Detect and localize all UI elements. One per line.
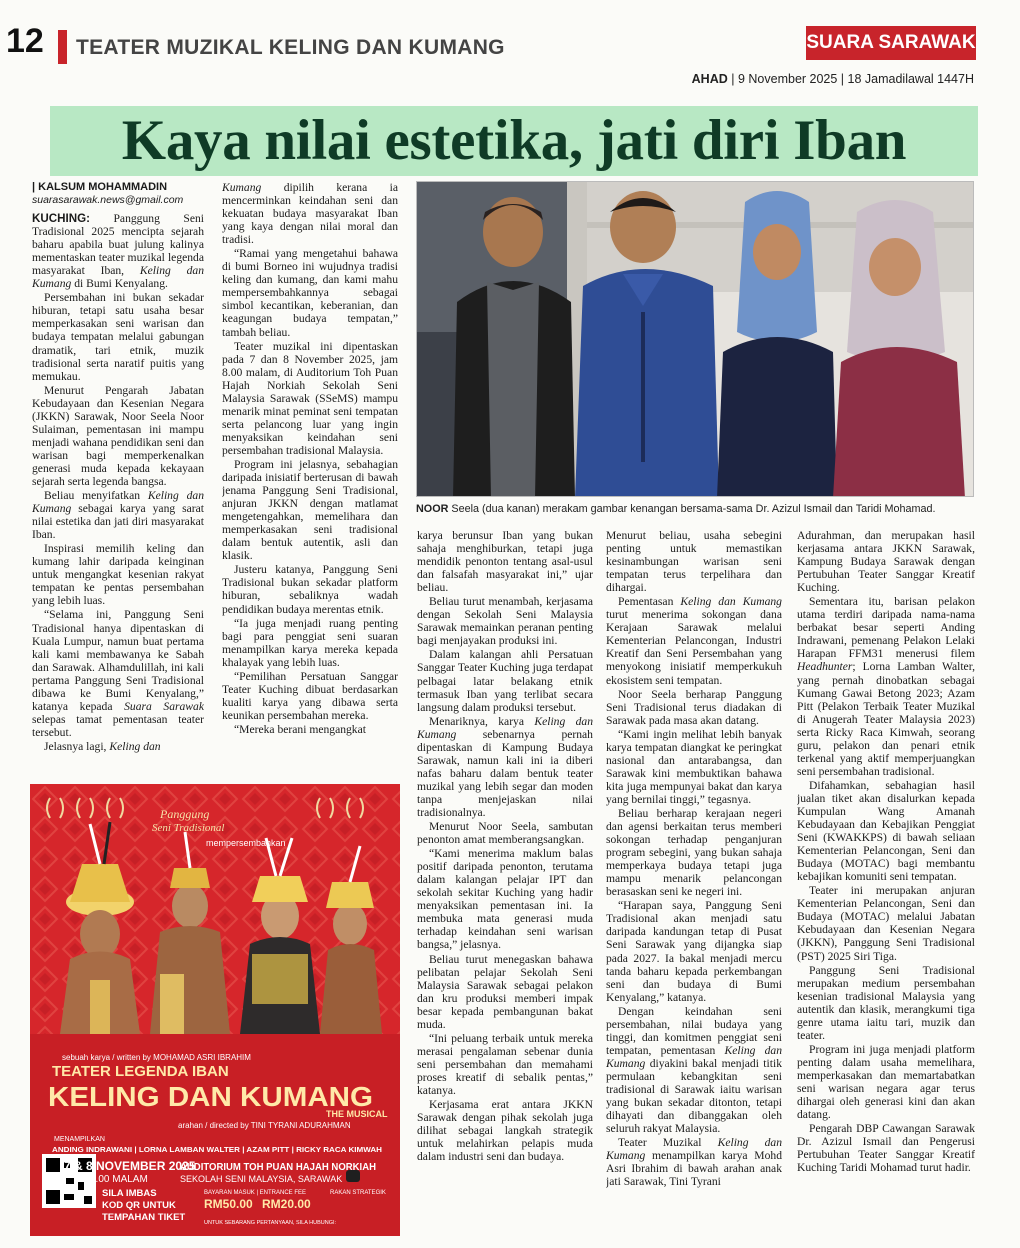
paragraph: Panggung Seni Tradisional merupakan medium persembahan kesenian tradisional Malaysia yang autentik dan klasik, merangkumi tiga genre utama iaitu tari, muzik dan teater. (797, 963, 975, 1042)
poster-subtitle: THE MUSICAL (326, 1109, 388, 1119)
paragraph: Pementasan Keling dan Kumang turut menerima sokongan dana Kerajaan Sarawak melalui Kementerian Pelancongan, Industri Kreatif dan Seni Persembahan yang menyokong inisiatif memperkukuh ekosistem seni tempatan. (606, 595, 782, 687)
poster-presents: mempersembahkan (206, 838, 286, 848)
paragraph: Program ini jelasnya, sebahagian daripada inisiatif berterusan di bawah jenama Panggung Seni Tradisional, anjuran JKKN dengan matlamat mengetengahkan, memelihara dan memperkasakan seni tradisional dalam bentuk autentik, asli dan klasik. (222, 457, 398, 563)
poster-directed-by: arahan / directed by TINI TYRANI ADURAHMAN (178, 1121, 351, 1130)
poster-featuring-label: MENAMPILKAN (54, 1136, 105, 1143)
section-title: TEATER MUZIKAL KELING DAN KUMANG (76, 36, 505, 59)
poster-dates: 7 & 8 NOVEMBER 2025 (64, 1159, 196, 1173)
paragraph: Teater ini merupakan anjuran Kementerian Pelancongan, Seni dan Budaya (MOTAC) melalui Jabatan Kebudayaan dan Kesenian Negara (JKKN), Panggung Seni Tradisional (PST) 2025 Siri Tiga. (797, 884, 975, 963)
paragraph: Menurut beliau, usaha sebegini penting untuk memastikan kesinambungan warisan seni tempatan terus terpelihara dan dihargai. (606, 529, 782, 595)
article-column-5 (797, 529, 975, 1231)
paragraph: Justeru katanya, Panggung Seni Tradisional bukan sekadar platform hiburan, sebaliknya wadah pendidikan budaya merentas etnik. (222, 563, 398, 616)
page-header (0, 0, 1020, 100)
paragraph: Beliau turut menambah, kerjasama dengan Sekolah Seni Malaysia Sarawak memainkan peranan penting bagi menjayakan produksi ini. (417, 595, 593, 648)
headline: Kaya nilai estetika, jati diri Iban (121, 109, 907, 172)
paragraph: Inspirasi memilih keling dan kumang lahir daripada keinginan untuk mengangkat kesenian rakyat tempatan ke pentas persembahan yang lebih luas. (32, 542, 204, 608)
poster-scan-line2: KOD QR UNTUK (102, 1200, 176, 1211)
dateline-date: | 9 November 2025 | 18 Jamadilawal 1447H (731, 72, 974, 86)
poster-cast: ANDING INDRAWANI | LORNA LAMBAN WALTER | AZAM PITT | RICKY RACA KIMWAH (52, 1147, 382, 1154)
paragraph: Difahamkan, sebahagian hasil jualan tiket akan disalurkan kepada Kumpulan Wang Amanah Kebudayaan dan Kebajikan Penggiat Seni (KWAKKPS) di bawah seliaan Kementerian Pelancongan, Seni dan Budaya (MOTAC) bagi membantu kebajikan komuniti seni tempatan. (797, 778, 975, 884)
paragraph: Menurut Pengarah Jabatan Kebudayaan dan Kesenian Negara (JKKN) Sarawak, Noor Seela Noor Sulaiman, pementasan ini mampu menjadi wahana pendidikan seni dan warisan bagi memperkenalkan generasi muda kepada kekayaan sejarah serta legenda bangsa. (32, 383, 204, 488)
caption-text: Seela (dua kanan) merakam gambar kenangan bersama-sama Dr. Azizul Ismail dan Taridi Mohamad. (451, 503, 936, 515)
article-column-4 (606, 529, 782, 1231)
paragraph: “Kami ingin melihat lebih banyak karya tempatan diangkat ke peringkat nasional dan antarabangsa, dan Sarawak kini membuktikan bahawa kita juga mempunyai bakat dan karya yang bernilai tinggi,” tegasnya. (606, 727, 782, 806)
poster-price-child: RM20.00 (262, 1197, 311, 1211)
dateline (692, 72, 974, 86)
paragraph: Teater Muzikal Keling dan Kumang menampilkan karya Mohd Asri Ibrahim di bawah arahan anak jati Sarawak, Tini Tyrani (606, 1136, 782, 1189)
paragraph: Program ini juga menjadi platform penting dalam usaha memelihara, memperkasakan dan memartabatkan seni warisan negara agar terus dihargai oleh generasi kini dan akan datang. (797, 1042, 975, 1122)
paragraph: “Harapan saya, Panggung Seni Tradisional akan menjadi satu daripada kandungan tetap di Pusat Seni Sarawak yang dijangka siap pada 2027. Ia bakal menjadi mercu tanda baharu kepada perkembangan seni dan budaya di Bumi Kenyalang,” katanya. (606, 899, 782, 1004)
article-column-3 (417, 529, 593, 1231)
group-photo-illustration (417, 182, 974, 497)
paragraph: Dalam kalangan ahli Persatuan Sanggar Teater Kuching juga terdapat pelbagai latar belakang etnik termasuk Iban yang terlibat secara langsung dalam produksi tersebut. (417, 648, 593, 714)
photo-caption (416, 503, 976, 515)
poster-contact: UNTUK SEBARANG PERTANYAAN, SILA HUBUNGI: (204, 1220, 337, 1226)
poster-time: 8.00 MALAM (90, 1174, 148, 1185)
paragraph: “Ia juga menjadi ruang penting bagi para penggiat seni suaran menampilkan karya mereka kepada khalayak yang lebih luas. (222, 616, 398, 669)
author-email[interactable]: suarasarawak.news@gmail.com (32, 194, 184, 206)
poster-partner-label: RAKAN STRATEGIK (330, 1190, 386, 1196)
paragraph: Noor Seela berharap Panggung Seni Tradisional terus diadakan di Sarawak pada masa akan datang. (606, 687, 782, 727)
byline: | KALSUM MOHAMMADIN (32, 181, 168, 193)
paragraph: Beliau turut menegaskan bahawa pelibatan pelajar Sekolah Seni Malaysia Sarawak sebagai pelakon dan kru produksi memberi impak besar kepada pembangunan bakat muda. (417, 952, 593, 1031)
paragraph: “Ramai yang mengetahui bahawa di bumi Borneo ini wujudnya tradisi keling dan kumang, dan kami mahu mempersembahkannya sebagai simbol kecantikan, keberanian, dan keagungan budaya tempatan,” tambah beliau. (222, 247, 398, 339)
paragraph: “Pemilihan Persatuan Sanggar Teater Kuching dibuat berdasarkan kualiti karya yang dibawa serta keunikan persembahan mereka. (222, 669, 398, 722)
paragraph: Dengan keindahan seni persembahan, nilai budaya yang tinggi, dan komitmen penggiat seni tempatan, pementasan Keling dan Kumang diyakini bakal menjadi titik permulaan kebangkitan seni tradisional di Sarawak iaitu warisan yang bukan sekadar ditonton, tetapi dihayati dan dibanggakan oleh seluruh rakyat Malaysia. (606, 1004, 782, 1136)
event-poster-illustration (30, 784, 400, 1236)
paragraph: Adurahman, dan merupakan hasil kerjasama antara JKKN Sarawak, Kampung Budaya Sarawak dengan Pertubuhan Teater Sanggar Kreatif Kuching. (797, 529, 975, 595)
paragraph: “Ini peluang terbaik untuk mereka merasai pengalaman sebenar dunia seni persembahan dan memahami proses kreatif di sebalik pentas,” katanya. (417, 1031, 593, 1097)
article-column-1 (32, 181, 204, 781)
section-marker (58, 30, 67, 64)
paragraph: Menurut Noor Seela, sambutan penonton amat memberangsangkan. (417, 820, 593, 847)
paragraph: Teater muzikal ini dipentaskan pada 7 dan 8 November 2025, jam 8.00 malam, di Auditorium Toh Puan Hajah Norkiah Sekolah Seni Malaysia Sarawak (SSeMS) mampu menarik minat peminat seni tempatan serta pelancong luar yang ingin menyaksikan keindahan seni persembahan tradisional Malaysia. (222, 339, 398, 457)
poster-venue-line2: SEKOLAH SENI MALAYSIA, SARAWAK (180, 1174, 343, 1184)
poster-brand-line2: Seni Tradisional (152, 822, 225, 834)
dateline-day: AHAD (691, 72, 728, 86)
poster-scan-line3: TEMPAHAN TIKET (102, 1212, 186, 1223)
paragraph: karya berunsur Iban yang bukan sahaja menghiburkan, tetapi juga mendidik penonton tentang asal-usul dan falsafah masyarakat ini,” ujar beliau. (417, 529, 593, 595)
poster-venue-line1: AUDITORIUM TOH PUAN HAJAH NORKIAH (180, 1162, 376, 1173)
poster-title-top: TEATER LEGENDA IBAN (52, 1063, 229, 1080)
paragraph: Beliau berharap kerajaan negeri dan agensi berkaitan terus memberi sokongan terhadap penganjuran program sebegini, yang bukan sahaja memperkaya budaya tetapi juga mampu menarik pelancongan berasaskan seni ke negeri ini. (606, 806, 782, 899)
group-photo (416, 181, 974, 497)
paragraph: “Mereka berani mengangkat (234, 722, 366, 736)
paragraph: Jelasnya lagi, Keling dan (44, 739, 161, 753)
poster-written-by: sebuah karya / written by MOHAMAD ASRI IBRAHIM (62, 1053, 251, 1062)
paragraph: Pengarah DBP Cawangan Sarawak Dr. Azizul Ismail dan Pengerusi Pertubuhan Teater Sanggar Kreatif Kuching Taridi Mohamad turut hadir. (797, 1122, 975, 1175)
poster-fee-label: BAYARAN MASUK | ENTRANCE FEE (204, 1190, 307, 1196)
paragraph: KUCHING: Panggung Seni Tradisional 2025 mencipta sejarah baharu apabila buat julung kalinya mementaskan teater muzikal legenda masyarakat Iban, Keling dan Kumang di Bumi Kenyalang. (32, 212, 204, 291)
paragraph: Menariknya, karya Keling dan Kumang sebenarnya pernah dipentaskan di Kampung Budaya Sarawak, namun kali ini ia diberi nafas baharu dalam bentuk teater muzikal yang lebih segar dan moden tanpa menjejaskan nilai tradisionalnya. (417, 714, 593, 819)
masthead-logo: SUARA SARAWAK (806, 26, 976, 60)
paragraph: Kerjasama erat antara JKKN Sarawak dengan pihak sekolah juga dilihat sebagai langkah strategik untuk melahirkan pelapis muda dalam industri seni dan budaya. (417, 1098, 593, 1164)
article-column-2 (222, 181, 398, 781)
paragraph: “Kami menerima maklum balas positif daripada penonton, terutama dalam kalangan pelajar IPT dan sekolah sekitar Kuching yang hadir menyaksikan pementasan ini. Ia membuka mata generasi muda terhadap keindahan seni warisan bangsa,” jelasnya. (417, 847, 593, 952)
paragraph: “Selama ini, Panggung Seni Tradisional hanya dipentaskan di Kuala Lumpur, namun buat pertama kali kami membawanya ke Sabah dan Sarawak. Alhamdulillah, ini kali pertama Panggung Seni Tradisional dibawa ke Bumi Kenyalang,” katanya kepada Suara Sarawak selepas tamat pementasan teater tersebut. (32, 608, 204, 739)
poster-scan-line1: SILA IMBAS (102, 1188, 157, 1199)
paragraph: Persembahan ini bukan sekadar hiburan, tetapi satu usaha besar memperkasakan seni warisan dan budaya tempatan melalui gabungan dramatik, tari etnik, muzik tradisional serta naratif puitis yang memukau. (32, 291, 204, 383)
poster-title-main: KELING DAN KUMANG (48, 1081, 373, 1112)
poster-brand-line1: Panggung (160, 807, 210, 821)
page-number: 12 (6, 22, 44, 60)
paragraph: Beliau menyifatkan Keling dan Kumang sebagai karya yang sarat nilai estetika dan jati diri masyarakat Iban. (32, 489, 204, 542)
dateline-city: KUCHING: (32, 212, 90, 226)
event-poster (30, 784, 400, 1236)
poster-price-adult: RM50.00 (204, 1197, 253, 1211)
paragraph: Sementara itu, barisan pelakon utama terdiri daripada nama-nama berbakat besar seperti Anding Indrawani, pemenang Pelakon Lelaki Harapan FFM31 menerusi filem Headhunter; Lorna Lamban Walter, yang pernah dinobatkan sebagai Kumang Gawai Betong 2023; Azam Pitt (Pelakon Terbaik Teater Muzikal di Anugerah Teater Malaysia 2023) serta Ricky Raca Kimwah, seorang guru, pelakon dan penari etnik terkenal yang aktif memperjuangkan seni persembahan tradisional. (797, 595, 975, 778)
paragraph: Kumang dipilih kerana ia mencerminkan keindahan seni dan kekuatan budaya masyarakat Iban yang kaya dengan nilai moral dan tradisi. (222, 181, 398, 247)
caption-lead: NOOR (416, 503, 449, 515)
